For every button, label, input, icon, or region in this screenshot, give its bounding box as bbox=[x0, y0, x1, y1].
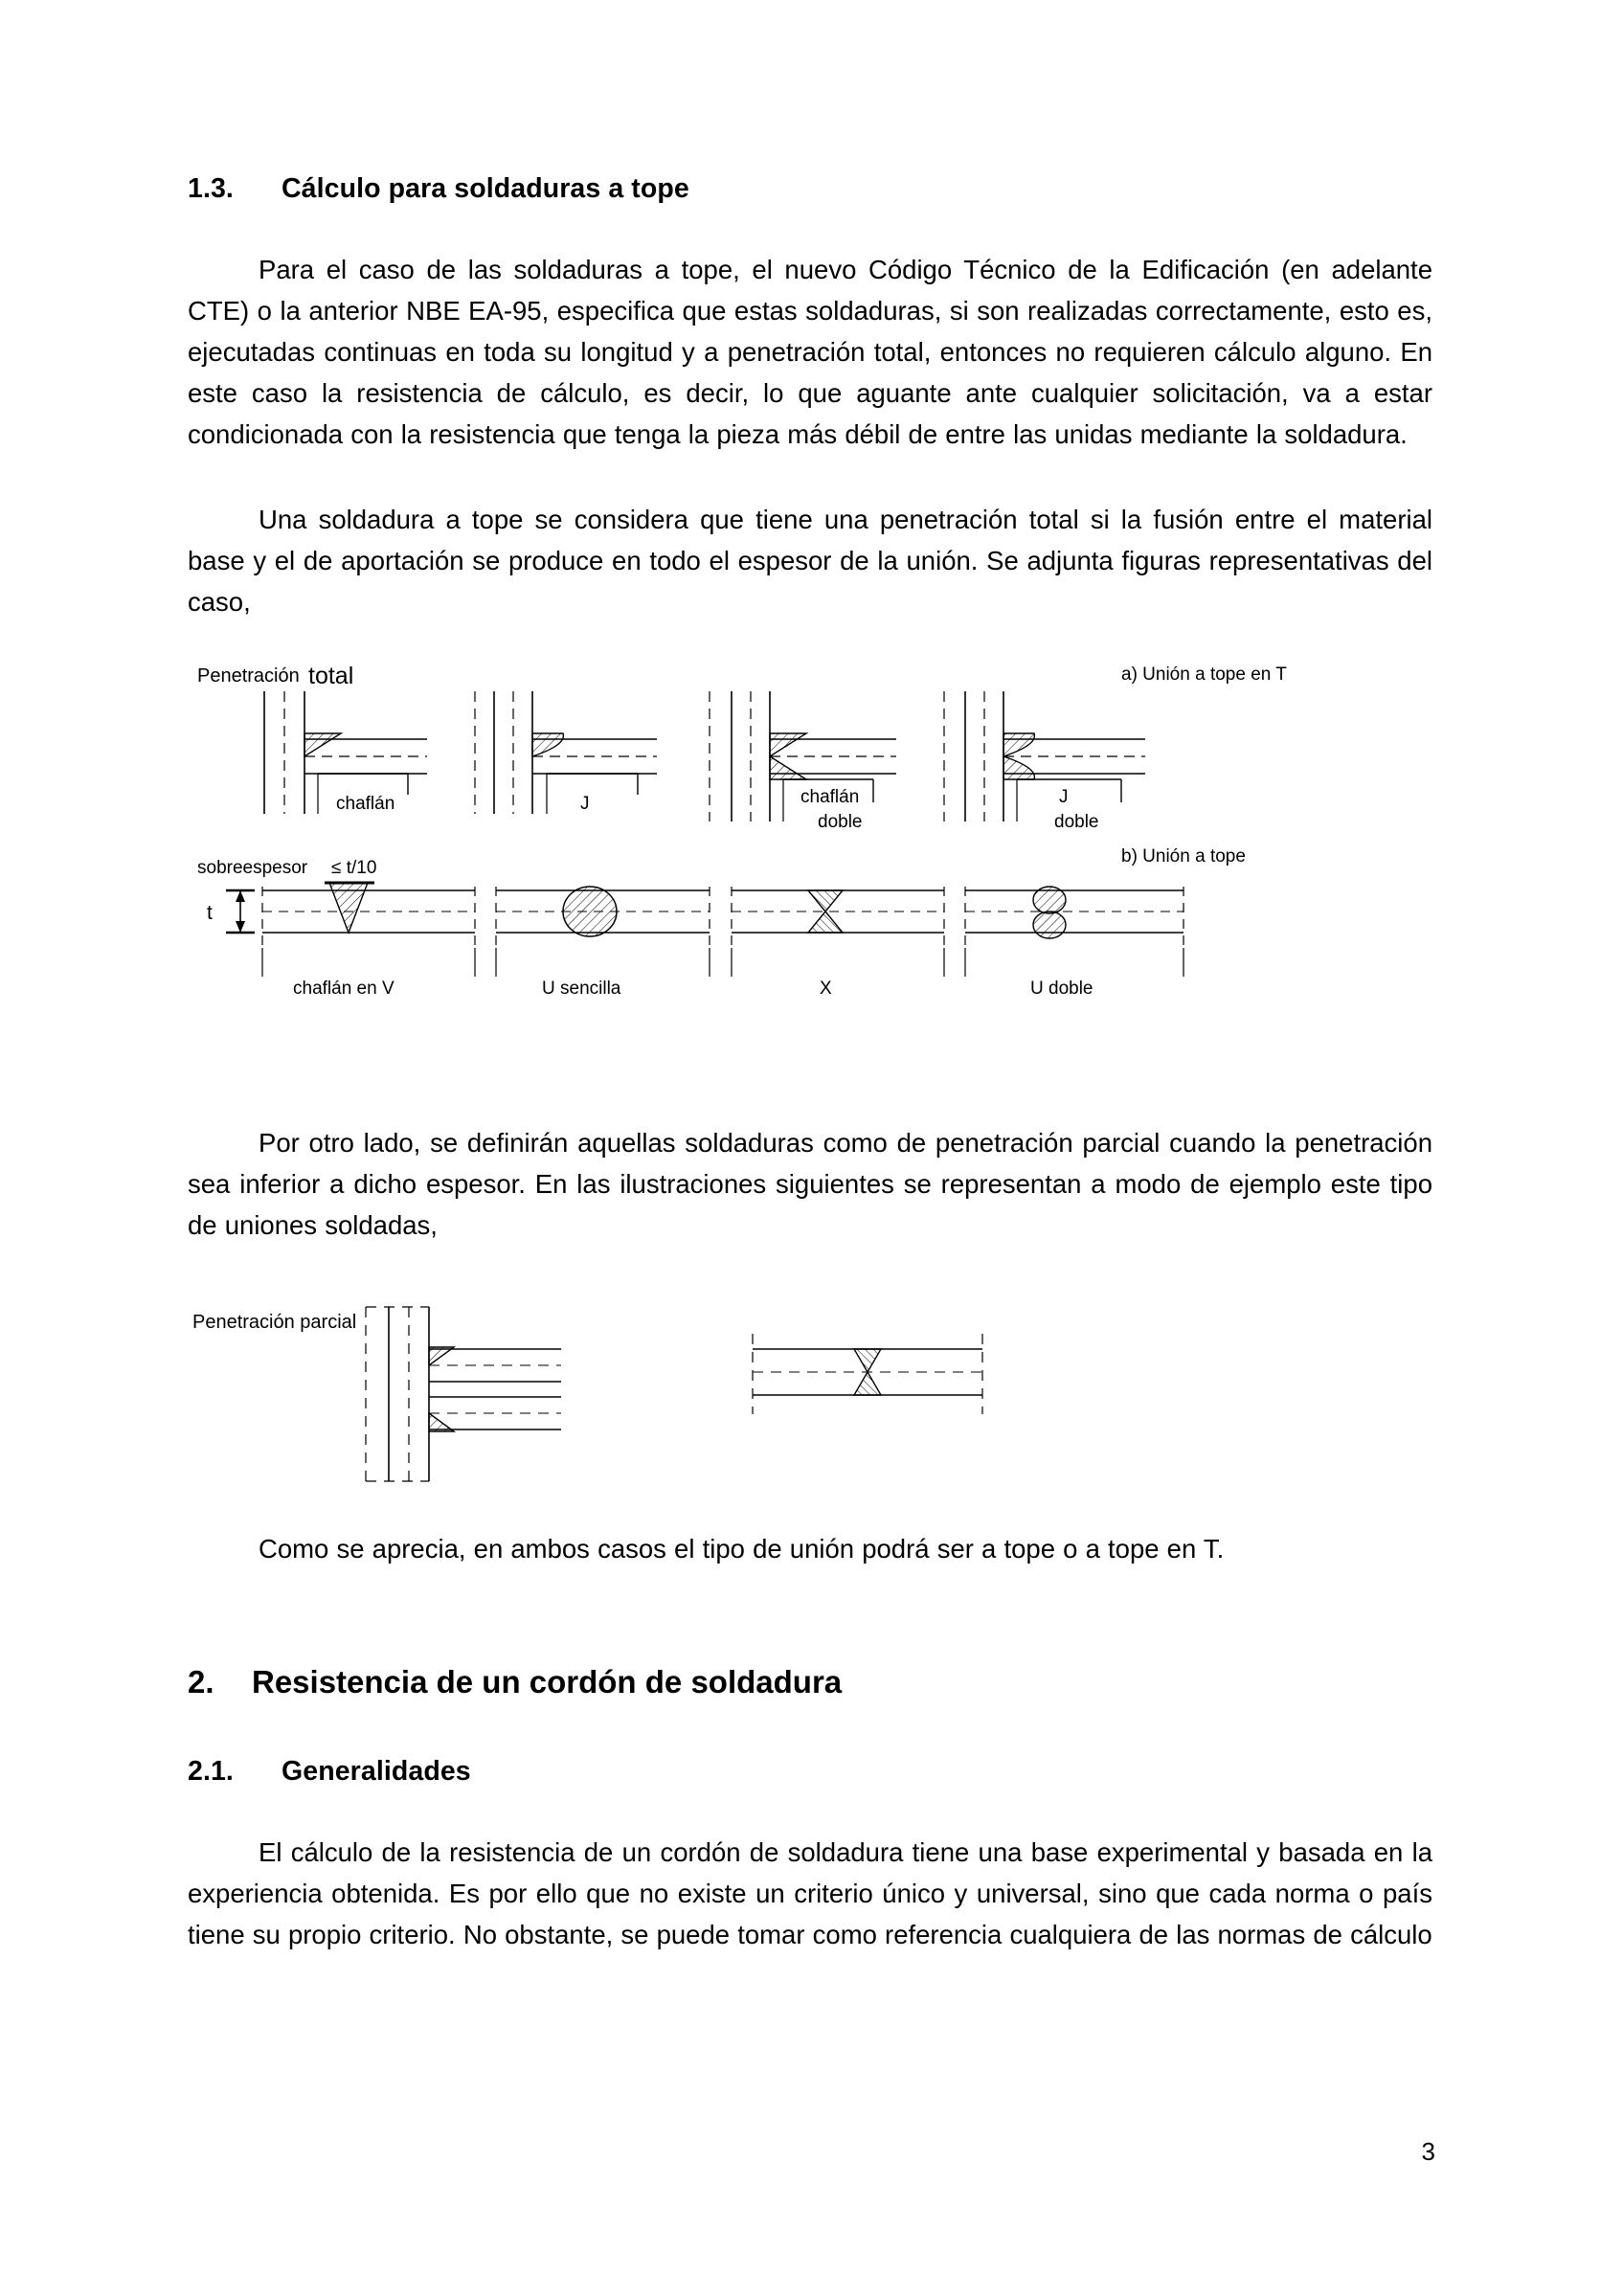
heading-1-3-title: Cálculo para soldaduras a tope bbox=[282, 173, 689, 204]
paragraph-1-3-2-text: Una soldadura a tope se considera que tiene una penetración total si la fusión entre el material base y el de aportación se produce en todo el espesor de la unión. Se adjunta figuras representativas del caso, bbox=[188, 505, 1432, 618]
figure-label-chaflan-1: chaflán bbox=[336, 794, 395, 815]
figure-caption-union-t: a) Unión a tope en T bbox=[1121, 664, 1287, 686]
figure-penetracion-parcial-svg bbox=[188, 1290, 1432, 1496]
figure-value-sobreespesor: ≤ t/10 bbox=[331, 858, 377, 879]
heading-2-1-number: 2.1. bbox=[188, 1755, 234, 1787]
figure-penetracion-total bbox=[188, 661, 1432, 1063]
paragraph-1-3-4 bbox=[188, 1528, 1432, 1569]
heading-1-3 bbox=[188, 172, 1432, 205]
page-content bbox=[188, 0, 1432, 1955]
figure-label-chaflan-2: chaflán bbox=[800, 787, 860, 808]
figure-sublabel-doble-1: doble bbox=[818, 812, 863, 833]
figure-label-x: X bbox=[820, 979, 832, 1000]
heading-2-1 bbox=[188, 1755, 1432, 1788]
paragraph-1-3-2 bbox=[188, 499, 1432, 622]
paragraph-1-3-1 bbox=[188, 249, 1432, 455]
figure-panel-chaflan-v bbox=[262, 883, 475, 999]
figure-thickness-marker bbox=[207, 890, 255, 933]
paragraph-1-3-3-text: Por otro lado, se definirán aquellas soldaduras como de penetración parcial cuando la penetración sea inferior a dicho espesor. En las ilustraciones siguientes se representan a modo de ejemplo este tipo de uniones soldadas, bbox=[188, 1128, 1432, 1241]
figure-caption-total: total bbox=[308, 663, 354, 690]
figure-panel-j-doble bbox=[944, 691, 1145, 832]
paragraph-2-1-1-text: El cálculo de la resistencia de un cordón de soldadura tiene una base experimental y basada en la experiencia obtenida. Es por ello que no existe un criterio único y universal, sino que cada norma o país tiene su propio criterio. No obstante, se puede tomar como referencia cualquiera de las normas de cálculo bbox=[188, 1836, 1432, 1949]
figure-partial-butt-joint bbox=[753, 1334, 982, 1414]
figure-panel-chaflan bbox=[264, 691, 427, 814]
figure-sublabel-doble-2: doble bbox=[1054, 812, 1099, 833]
figure-label-chaflan-en-v: chaflán en V bbox=[293, 979, 394, 1000]
figure-penetracion-total-svg bbox=[188, 661, 1432, 1063]
figure-caption-penetracion-parcial: Penetración parcial bbox=[192, 1312, 357, 1334]
heading-2-number: 2. bbox=[188, 1664, 214, 1700]
figure-label-u-sencilla: U sencilla bbox=[542, 979, 621, 1000]
paragraph-2-1-1 bbox=[188, 1832, 1432, 1955]
page-number: 3 bbox=[1421, 2137, 1435, 2166]
heading-1-3-number: 1.3. bbox=[188, 173, 234, 204]
figure-caption-union-tope: b) Unión a tope bbox=[1121, 846, 1246, 867]
figure-label-sobreespesor: sobreespesor bbox=[197, 858, 308, 879]
figure-panel-u-doble bbox=[965, 887, 1183, 999]
figure-panel-x bbox=[732, 887, 944, 999]
paragraph-1-3-3 bbox=[188, 1122, 1432, 1246]
figure-panel-u-sencilla bbox=[496, 887, 710, 999]
figure-label-j-2: J bbox=[1059, 787, 1069, 808]
figure-penetracion-parcial bbox=[188, 1290, 1432, 1496]
figure-label-u-doble: U doble bbox=[1030, 979, 1093, 1000]
figure-caption-penetracion: Penetración bbox=[197, 665, 300, 687]
heading-2-title: Resistencia de un cordón de soldadura bbox=[252, 1664, 843, 1700]
paragraph-1-3-4-text: Como se aprecia, en ambos casos el tipo de unión podrá ser a tope o a tope en T. bbox=[259, 1534, 1225, 1564]
figure-partial-t-joint bbox=[366, 1307, 561, 1481]
figure-panel-j bbox=[475, 691, 657, 814]
heading-2-1-title: Generalidades bbox=[282, 1755, 471, 1787]
figure-panel-chaflan-doble bbox=[710, 691, 896, 832]
heading-2 bbox=[188, 1663, 1432, 1701]
figure-label-j-1: J bbox=[580, 794, 590, 815]
figure-label-thickness: t bbox=[207, 902, 213, 925]
paragraph-1-3-1-text: Para el caso de las soldaduras a tope, el nuevo Código Técnico de la Edificación (en adelante CTE) o la anterior NBE EA-95, especifica que estas soldaduras, si son realizadas correctamente, esto es, ejecutadas continuas en toda su longitud y a penetración total, entonces no requieren cálculo alguno. En este caso la resistencia de cálculo, es decir, lo que aguante ante cualquier solicitación, va a estar condicionada con la resistencia que tenga la pieza más débil de entre las unidas mediante la soldadura. bbox=[188, 255, 1432, 450]
